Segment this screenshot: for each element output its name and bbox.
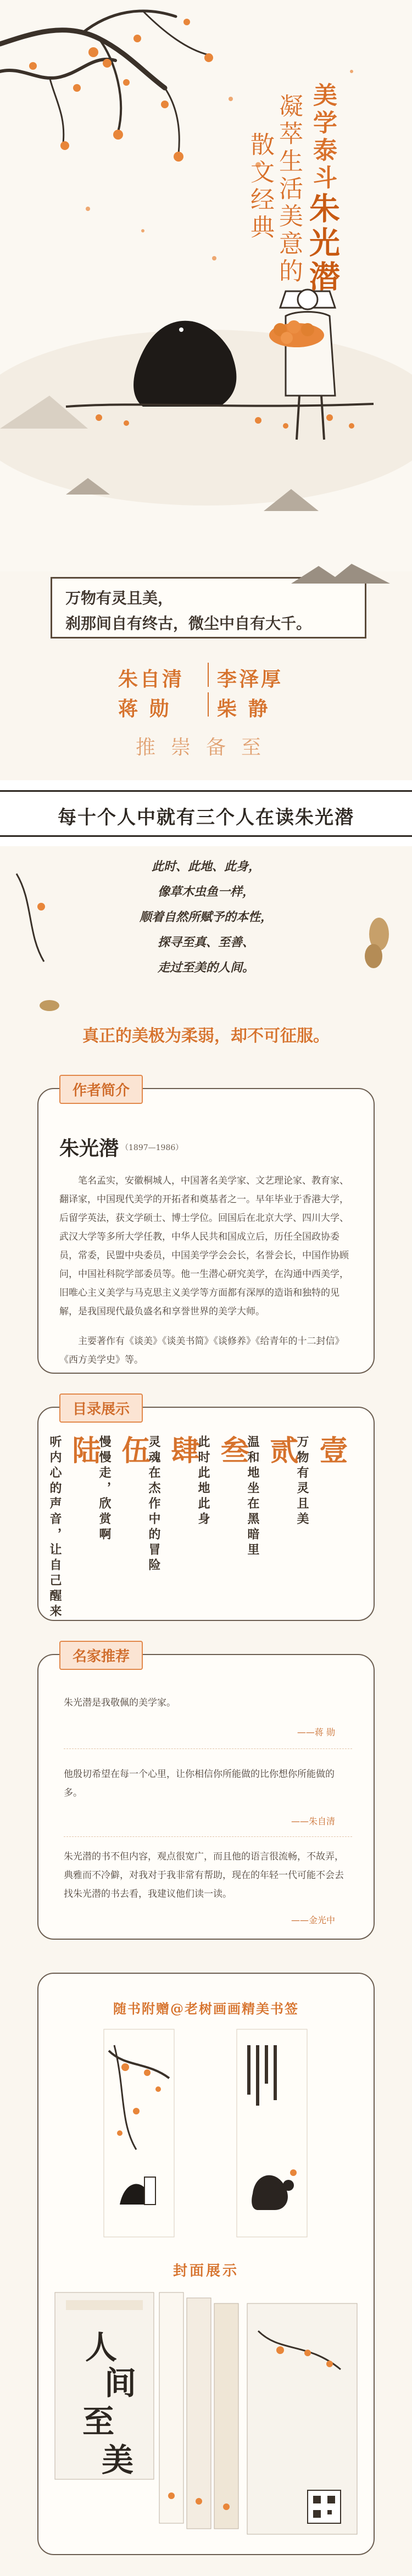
toc-num: 伍 xyxy=(116,1435,150,1466)
divider xyxy=(64,1748,352,1749)
divider xyxy=(208,663,209,687)
hero-title-col1 xyxy=(304,82,341,295)
recommender-chai-jing: 柴 静 xyxy=(217,697,270,720)
recommend-quote-1: 朱光潜是我敬佩的美学家。 xyxy=(64,1697,176,1708)
toc-chapter-3[interactable] xyxy=(195,1435,253,1528)
divider xyxy=(64,1836,352,1837)
recommend-sign-3: ——金光中 xyxy=(291,1915,335,1925)
svg-text:间: 间 xyxy=(104,2364,137,2402)
poem-line-3: 顺着自然所赋予的本性， xyxy=(139,910,272,924)
toc-title: 慢慢走，欣赏啊 xyxy=(97,1435,112,1543)
divider xyxy=(208,692,209,717)
recommender-li-zehou: 李泽厚 xyxy=(217,668,283,691)
toc-chapter-2[interactable] xyxy=(244,1435,302,1558)
hero-title-prefix: 美学泰斗 xyxy=(309,82,337,192)
gift-card xyxy=(37,1973,375,2555)
toc-chapter-4[interactable] xyxy=(146,1435,203,1574)
banner-rule-top xyxy=(0,790,412,792)
svg-text:至: 至 xyxy=(82,2403,115,2440)
poem-line-4: 探寻至真、至善、 xyxy=(157,935,254,950)
cover-display-image xyxy=(49,2287,365,2540)
recommend-sign-1: ——蒋 勋 xyxy=(297,1727,335,1737)
toc-title: 听内心的声音，让自己醒来 xyxy=(48,1435,62,1620)
quote-line-1: 万物有灵且美， xyxy=(65,589,174,607)
toc-num: 叁 xyxy=(215,1435,249,1466)
toc-num: 陆 xyxy=(67,1435,101,1466)
recommend-sign-2: ——朱自清 xyxy=(291,1816,335,1826)
ink-painting-illustration xyxy=(0,0,412,571)
toc-num: 贰 xyxy=(265,1435,298,1466)
toc-title: 温和地坐在黑暗里 xyxy=(246,1435,260,1558)
poem-section xyxy=(0,846,412,1082)
recommend-quote-3: 朱光潜的书不但内容，观点很宽广，而且他的语言很流畅，不故弄，典雅而不冷僻，对我对于我非常有帮助，现在的年轻一代可能不会去找朱光潜的书去看，我建议他们读一读。 xyxy=(64,1851,344,1900)
quote-box xyxy=(51,577,366,639)
author-tag: 作者简介 xyxy=(59,1075,143,1104)
toc-chapter-5[interactable] xyxy=(96,1435,154,1543)
gift-title: 随书附赠@老树画画精美书签 xyxy=(113,2001,299,2017)
recommend-tag: 名家推荐 xyxy=(59,1641,143,1670)
readers-banner xyxy=(0,780,412,846)
endorse-text: 推崇备至 xyxy=(135,736,276,759)
author-years: （1897—1986） xyxy=(121,1143,183,1152)
poem-line-5: 走过至美的人间。 xyxy=(157,961,254,975)
recommender-jiang-xun: 蒋 勋 xyxy=(118,697,171,720)
svg-text:美: 美 xyxy=(102,2441,134,2479)
bookmark-image-2 xyxy=(236,2029,308,2238)
toc-num: 壹 xyxy=(314,1435,348,1466)
recommend-card xyxy=(37,1648,375,1940)
hero-author-name: 朱光潜 xyxy=(304,192,341,295)
hero-title-col2: 凝萃生活美意的 xyxy=(275,93,303,286)
toc-title: 灵魂在杰作中的冒险 xyxy=(147,1435,161,1574)
toc-chapter-1[interactable] xyxy=(294,1435,352,1528)
covers-title: 封面展示 xyxy=(172,2263,239,2279)
toc-tag: 目录展示 xyxy=(59,1394,143,1423)
recommend-quote-2: 他殷切希望在每一个心里，让你相信你所能做的比你想你所能做的多。 xyxy=(64,1769,335,1798)
author-name: 朱光潜 xyxy=(59,1137,119,1160)
toc-title: 万物有灵且美 xyxy=(295,1435,309,1528)
hero-section xyxy=(0,0,412,571)
poem-line-1: 此时、此地、此身， xyxy=(151,859,260,874)
banner-rule-bottom xyxy=(0,835,412,837)
motto-text: 真正的美极为柔弱，却不可征服。 xyxy=(82,1026,330,1046)
svg-text:人: 人 xyxy=(85,2329,118,2366)
poem-line-2: 像草木虫鱼一样， xyxy=(157,885,254,899)
quote-section xyxy=(0,571,412,780)
toc-title: 此时此地此身 xyxy=(196,1435,210,1528)
author-works: 主要著作有《谈美》《谈美书简》《谈修养》《给青年的十二封信》《西方美学史》等。 xyxy=(59,1336,344,1365)
bookmark-image-1 xyxy=(103,2029,175,2238)
recommender-zhu-ziqing: 朱自清 xyxy=(118,668,185,691)
author-bio: 笔名孟实，安徽桐城人，中国著名美学家、文艺理论家、教育家、翻译家，中国现代美学的开拓者和奠基者之一。早年毕业于香港大学，后留学英法，获文学硕士、博士学位。回国后在北京大学、四川大学、武汉大学等多所大学任教，中华人民共和国成立后，历任全国政协委员，常委，民盟中央委员，中国美学学会会长，名誉会长，中国作协顾问，中国社科院学部委员等。他一生潜心研究美学，在沟通中西美学，旧唯心主义美学与马克思主义美学等方面都有深厚的造诣和独特的见解，是我国现代最负盛名和享誉世界的美学大师。 xyxy=(59,1175,349,1317)
toc-chapter-6[interactable] xyxy=(47,1435,104,1620)
mountain-ornament xyxy=(291,562,390,584)
toc-num: 肆 xyxy=(166,1435,199,1466)
hero-title-col3: 散文经典 xyxy=(246,132,274,242)
toc-card xyxy=(37,1401,375,1621)
banner-text: 每十个人中就有三个人在读朱光潜 xyxy=(58,807,354,829)
author-card xyxy=(37,1082,375,1374)
quote-line-2: 刹那间自有终古，微尘中自有大千。 xyxy=(65,614,312,632)
